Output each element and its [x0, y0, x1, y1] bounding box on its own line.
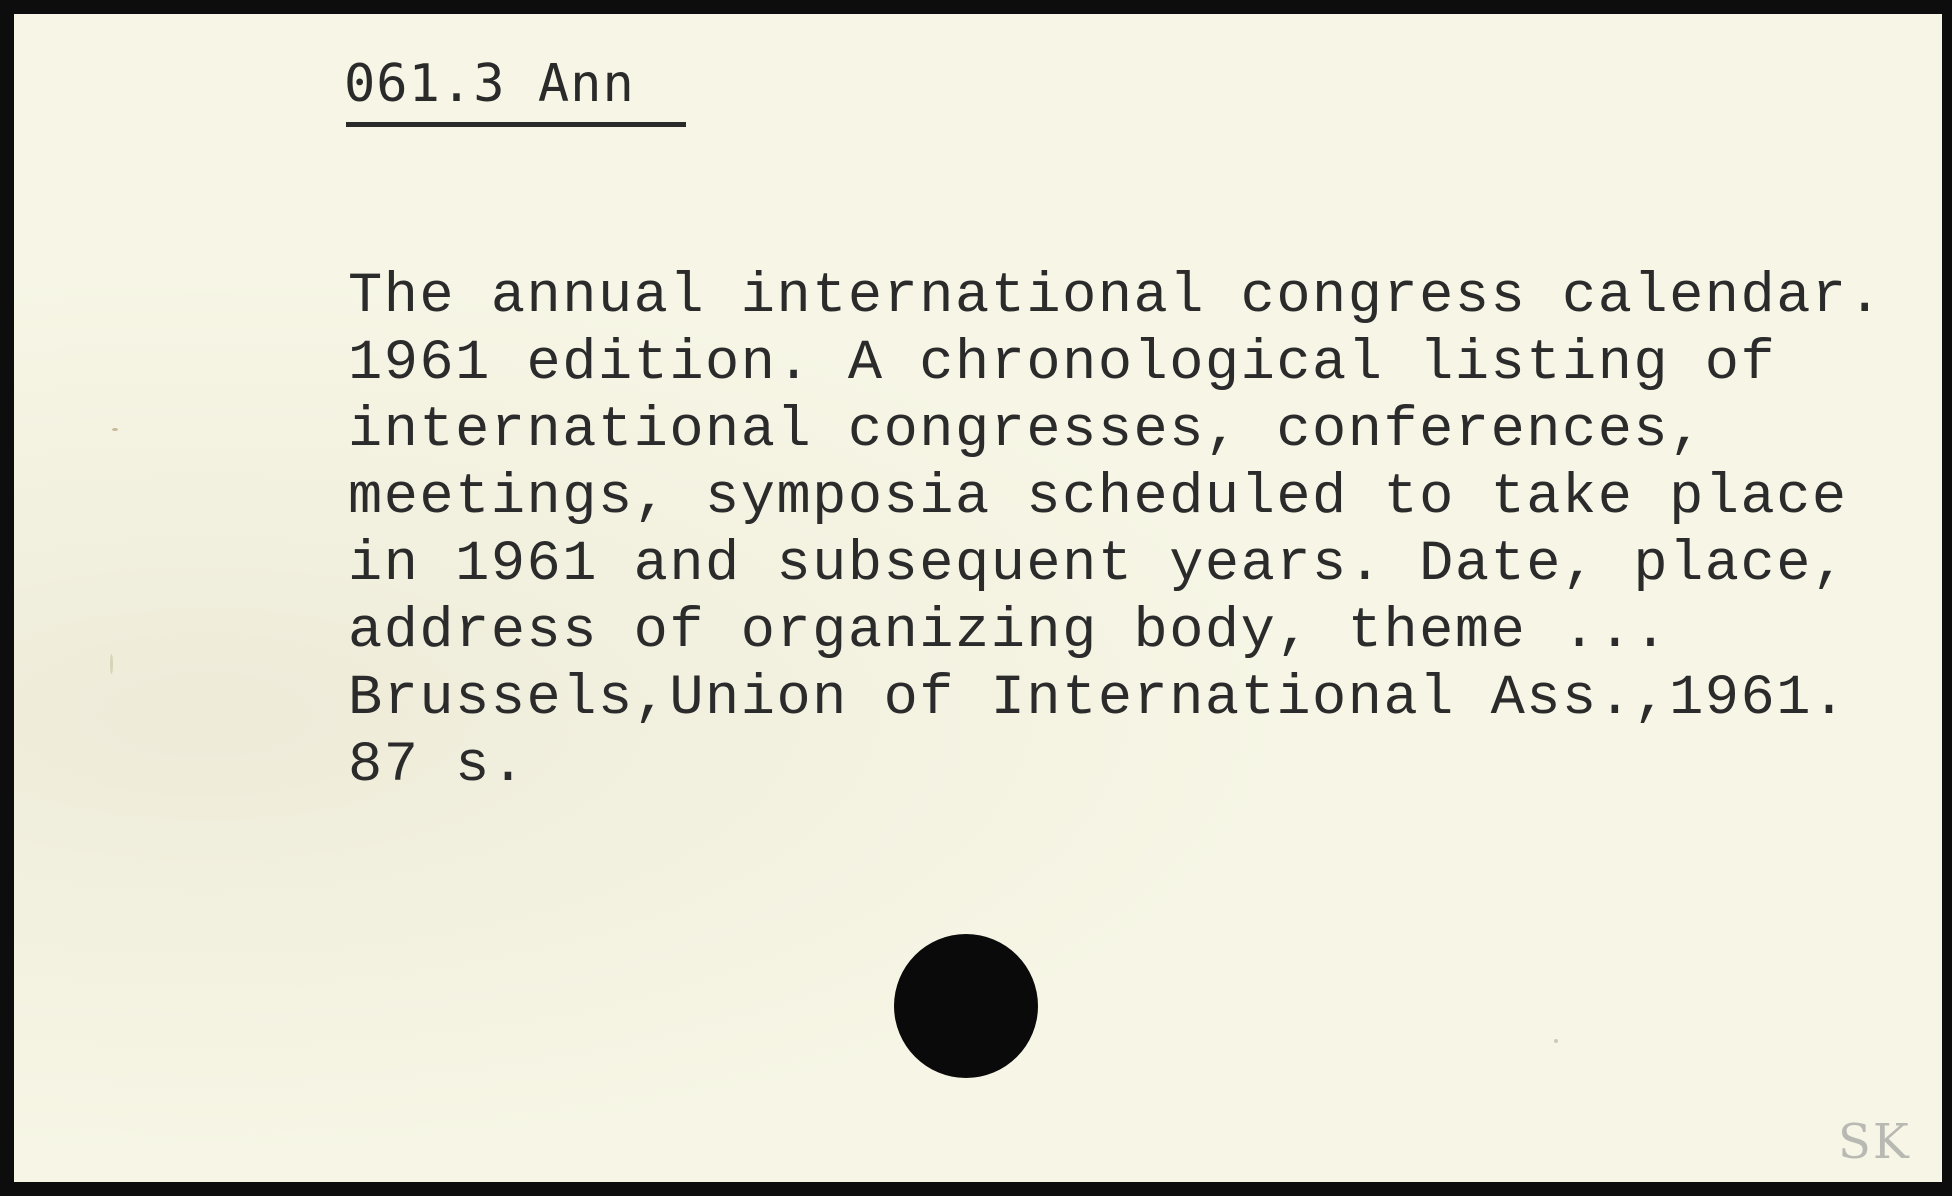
entry-line: Brussels,Union of International Ass.,1961. [348, 667, 1848, 731]
entry-line: 87 s. [348, 734, 527, 798]
paper-speck [1554, 1039, 1558, 1043]
entry-line: international congresses, conferences, [348, 399, 1705, 463]
catalog-card [14, 14, 1942, 1182]
bibliographic-entry [348, 264, 1883, 800]
entry-line: address of organizing body, theme ... [348, 600, 1670, 664]
entry-line: in 1961 and subsequent years. Date, place, [348, 533, 1848, 597]
call-number: 061.3 Ann [344, 54, 635, 114]
paper-speck [110, 654, 113, 674]
entry-line: meetings, symposia scheduled to take place [348, 466, 1848, 530]
punch-hole [894, 934, 1038, 1078]
paper-speck [112, 428, 118, 431]
entry-line: 1961 edition. A chronological listing of [348, 332, 1777, 396]
call-number-underline [346, 122, 686, 127]
stamp-mark: SK [1838, 1114, 1911, 1170]
entry-line: The annual international congress calendar. [348, 265, 1884, 329]
